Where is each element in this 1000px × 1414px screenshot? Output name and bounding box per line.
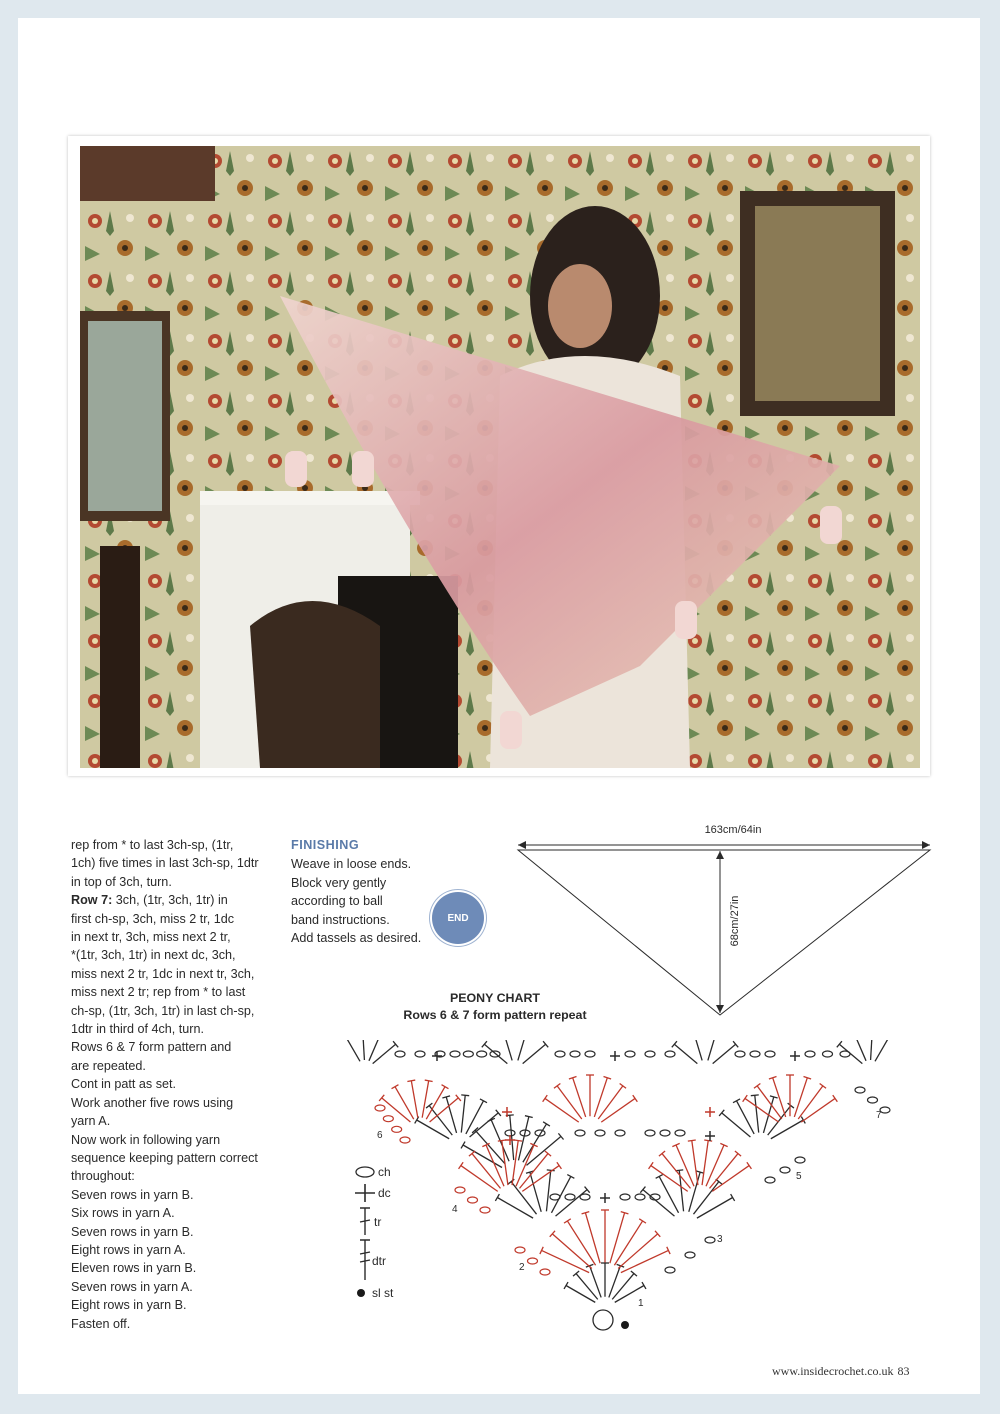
- chain-stitch: [765, 1051, 775, 1057]
- stitch-mark: [486, 1145, 504, 1186]
- chain-stitch: [595, 1130, 605, 1136]
- dc-stitch: [505, 1135, 515, 1145]
- chart-stitches: [342, 1040, 894, 1302]
- stitch-mark: [706, 1145, 724, 1186]
- stitch-top: [426, 1103, 432, 1108]
- stitch-mark: [518, 1040, 527, 1060]
- finishing-line: according to ball: [291, 894, 383, 909]
- pattern-line: Seven rows in yarn B.: [71, 1187, 194, 1202]
- stitch-mark: [542, 1250, 590, 1272]
- stitch-mark: [768, 1106, 791, 1136]
- pattern-line: first ch-sp, 3ch, miss 2 tr, 1dc: [71, 911, 235, 926]
- stitch-top: [788, 1103, 794, 1108]
- stitch-mark: [430, 1098, 459, 1122]
- peony-chart: [330, 1040, 910, 1340]
- stitch-top: [461, 1095, 469, 1096]
- stitch-top: [525, 1116, 533, 1118]
- chain-stitch: [765, 1177, 775, 1183]
- chain-stitch: [528, 1258, 538, 1264]
- stitch-top: [564, 1282, 568, 1289]
- stitch-mark: [504, 1040, 513, 1060]
- page-number: 83: [897, 1364, 910, 1378]
- stitch-top: [557, 1162, 562, 1169]
- chart-base: [593, 1310, 629, 1330]
- chain-stitch: [665, 1051, 675, 1057]
- chain-stitch: [515, 1247, 525, 1253]
- dc-stitch: [600, 1193, 610, 1203]
- chain-stitch: [615, 1130, 625, 1136]
- chain-stitch: [685, 1252, 695, 1258]
- stitch-mark: [755, 1095, 759, 1132]
- row7-label: Row 7:: [71, 893, 113, 908]
- pattern-line: 1dtr in third of 4ch, turn.: [71, 1022, 205, 1037]
- row-number-3: 3: [717, 1234, 723, 1245]
- chain-stitch: [395, 1051, 405, 1057]
- chain-stitch: [400, 1137, 410, 1143]
- stitch-mark: [373, 1044, 396, 1063]
- finishing-heading: FINISHING: [291, 838, 360, 852]
- dc-stitch: [790, 1051, 800, 1061]
- stitch-mark: [466, 1101, 484, 1134]
- chart-title: PEONY CHART: [450, 991, 540, 1005]
- stitch-mark: [610, 1213, 625, 1263]
- stitch-mark: [530, 1172, 541, 1212]
- stitch-mark: [601, 1098, 635, 1122]
- pattern-line: Eleven rows in yarn B.: [71, 1261, 197, 1276]
- dc-stitch: [705, 1107, 715, 1117]
- stitch-top: [704, 1140, 712, 1141]
- finishing-line: Add tassels as desired.: [291, 931, 422, 946]
- chain-stitch: [780, 1167, 790, 1173]
- pattern-line: 1ch) five times in last 3ch-sp, 1dtr: [71, 856, 259, 871]
- stitch-top: [425, 1080, 433, 1081]
- stitch-top: [554, 1083, 560, 1088]
- shawl-photo: [80, 146, 920, 768]
- stitch-mark: [566, 1286, 595, 1303]
- chain-stitch: [868, 1097, 878, 1103]
- stitch-mark: [497, 1198, 533, 1219]
- stitch-top: [833, 1095, 838, 1102]
- stitch-mark: [801, 1098, 835, 1122]
- stitch-mark: [557, 1086, 582, 1119]
- stitch-mark: [693, 1182, 718, 1215]
- chain-stitch: [463, 1051, 473, 1057]
- pattern-line: miss next 2 tr, 1dc in next tr, 3ch,: [71, 966, 255, 981]
- legend-dc: dc: [378, 1186, 391, 1200]
- ch-symbol: [356, 1167, 374, 1177]
- stitch-top: [743, 1095, 748, 1102]
- stitch-mark: [745, 1098, 779, 1122]
- stitch-mark: [585, 1213, 600, 1263]
- stitch-top: [407, 1080, 415, 1081]
- chain-stitch: [477, 1051, 487, 1057]
- chain-stitch: [805, 1051, 815, 1057]
- stitch-mark: [573, 1078, 586, 1117]
- stitch-mark: [594, 1078, 607, 1117]
- pattern-line: in next tr, 3ch, miss next 2 tr,: [71, 930, 231, 945]
- pattern-line: ch-sp, (1tr, 3ch, 1tr) in last ch-sp,: [71, 1003, 255, 1018]
- dc-stitch: [432, 1051, 442, 1061]
- stitch-mark: [794, 1078, 807, 1117]
- stitch-top: [642, 1282, 646, 1289]
- pattern-line: Cont in patt as set.: [71, 1077, 177, 1092]
- stitch-mark: [422, 1081, 429, 1118]
- stitch-mark: [345, 1040, 360, 1061]
- pattern-line: Eight rows in yarn B.: [71, 1298, 187, 1313]
- row7-text: 3ch, (1tr, 3ch, 1tr) in: [112, 893, 228, 908]
- pattern-column: [71, 836, 276, 1333]
- stitch-mark: [598, 1086, 623, 1119]
- chart-legend: [355, 1165, 394, 1300]
- chain-stitch: [565, 1194, 575, 1200]
- peony-chart-svg: [330, 1040, 910, 1340]
- chain-stitch: [750, 1051, 760, 1057]
- stitch-mark: [771, 1120, 803, 1139]
- stitch-mark: [395, 1087, 414, 1119]
- stitch-top: [514, 1140, 522, 1141]
- stitch-top: [751, 1095, 759, 1096]
- stitch-mark: [674, 1044, 697, 1063]
- stitch-top: [639, 1219, 646, 1223]
- chain-stitch: [480, 1207, 490, 1213]
- stitch-mark: [702, 1141, 708, 1186]
- stitch-mark: [708, 1040, 717, 1060]
- stitch-mark: [659, 1176, 678, 1212]
- chain-stitch: [735, 1051, 745, 1057]
- stitch-mark: [692, 1141, 698, 1186]
- pattern-line: throughout:: [71, 1169, 135, 1184]
- stitch-mark: [545, 1098, 579, 1122]
- sl-st-symbol: [357, 1289, 365, 1297]
- stitch-mark: [694, 1040, 703, 1060]
- pattern-line: rep from * to last 3ch-sp, (1tr,: [71, 838, 234, 852]
- stitch-top: [392, 1085, 399, 1089]
- pattern-line: Now work in following yarn: [71, 1132, 221, 1147]
- chain-stitch: [675, 1130, 685, 1136]
- slip-stitch-dot: [621, 1321, 629, 1329]
- row-number-7: 7: [876, 1110, 882, 1121]
- dc-stitch: [610, 1051, 620, 1061]
- stitch-mark: [417, 1120, 449, 1139]
- chain-stitch: [645, 1130, 655, 1136]
- chain-stitch: [823, 1051, 833, 1057]
- stitch-top: [543, 1095, 548, 1102]
- stitch-mark: [518, 1117, 528, 1161]
- chain-stitch: [450, 1051, 460, 1057]
- stitch-mark: [722, 1113, 751, 1137]
- stitch-mark: [363, 1040, 365, 1060]
- chain-stitch: [580, 1194, 590, 1200]
- stitch-mark: [546, 1170, 550, 1211]
- stitch-mark: [475, 1130, 505, 1164]
- stitch-mark: [643, 1190, 675, 1217]
- pattern-line: miss next 2 tr; rep from * to last: [71, 985, 246, 1000]
- stitch-mark: [798, 1086, 823, 1119]
- dc-symbol: [355, 1184, 375, 1202]
- chain-stitch: [375, 1105, 385, 1111]
- stitch-top: [649, 1162, 654, 1169]
- stitch-mark: [461, 1095, 465, 1132]
- chain-stitch: [555, 1051, 565, 1057]
- chain-stitch: [665, 1267, 675, 1273]
- site-url: www.insidecrochet.co.uk: [772, 1364, 894, 1378]
- pattern-line: sequence keeping pattern correct: [71, 1150, 258, 1165]
- stitch-mark: [697, 1198, 733, 1219]
- stitch-top: [747, 1162, 752, 1169]
- row-number-2: 2: [519, 1262, 525, 1273]
- stitch-top: [543, 1122, 550, 1126]
- pattern-line: Work another five rows using: [71, 1095, 234, 1110]
- stitch-mark: [511, 1182, 536, 1215]
- stitch-top: [442, 1085, 449, 1089]
- pattern-line: are repeated.: [71, 1058, 146, 1073]
- stitch-mark: [871, 1040, 873, 1060]
- row-number-1: 1: [638, 1298, 644, 1309]
- stitch-top: [498, 1140, 506, 1141]
- tr-symbol: [360, 1208, 370, 1235]
- row-number-4: 4: [452, 1204, 458, 1215]
- stitch-mark: [516, 1145, 534, 1186]
- stitch-top: [564, 1219, 571, 1223]
- chain-stitch: [540, 1269, 550, 1275]
- stitch-top: [820, 1083, 826, 1088]
- chart-title-block: [390, 990, 600, 1024]
- chain-stitch: [392, 1126, 402, 1132]
- chain-stitch: [855, 1087, 865, 1093]
- dtr-symbol: [360, 1240, 370, 1280]
- chain-stitch: [625, 1051, 635, 1057]
- legend-ch: ch: [378, 1165, 391, 1179]
- chart-subtitle: Rows 6 & 7 form pattern repeat: [403, 1008, 587, 1022]
- chain-stitch: [575, 1130, 585, 1136]
- stitch-mark: [621, 1250, 669, 1272]
- legend-dtr: dtr: [372, 1254, 387, 1268]
- magic-ring: [593, 1310, 613, 1330]
- legend-sl-st: sl st: [372, 1286, 394, 1300]
- stitch-top: [688, 1140, 696, 1141]
- pattern-line: in top of 3ch, turn.: [71, 874, 172, 889]
- pattern-line: yarn A.: [71, 1114, 111, 1129]
- height-label: 68cm/27in: [729, 895, 741, 947]
- chain-stitch: [455, 1187, 465, 1193]
- stitch-top: [461, 1142, 465, 1149]
- chain-stitch: [468, 1197, 478, 1203]
- stitch-mark: [737, 1101, 755, 1134]
- chain-stitch: [795, 1157, 805, 1163]
- stitch-mark: [463, 1145, 502, 1168]
- finishing-section: [291, 836, 441, 947]
- pattern-line: *(1tr, 3ch, 1tr) in next dc, 3ch,: [71, 948, 236, 963]
- pattern-line: Six rows in yarn A.: [71, 1206, 175, 1221]
- stitch-mark: [411, 1081, 418, 1118]
- pattern-line: Fasten off.: [71, 1316, 131, 1331]
- stitch-top: [495, 1194, 499, 1201]
- stitch-mark: [713, 1044, 736, 1063]
- chain-stitch: [415, 1051, 425, 1057]
- finishing-line: band instructions.: [291, 912, 390, 927]
- stitch-mark: [523, 1044, 546, 1063]
- stitch-mark: [875, 1040, 890, 1061]
- stitch-top: [459, 1162, 464, 1169]
- legend-tr: tr: [374, 1215, 382, 1229]
- pattern-line: Eight rows in yarn A.: [71, 1242, 186, 1257]
- chain-stitch: [645, 1051, 655, 1057]
- row-number-5: 5: [796, 1171, 802, 1182]
- end-badge: END: [432, 892, 484, 944]
- chain-stitch: [635, 1194, 645, 1200]
- stitch-mark: [382, 1098, 411, 1122]
- stitch-mark: [484, 1044, 507, 1063]
- chain-stitch: [620, 1194, 630, 1200]
- stitch-top: [731, 1194, 735, 1201]
- footer: [768, 1364, 910, 1379]
- stitch-mark: [839, 1044, 862, 1063]
- stitch-mark: [676, 1145, 694, 1186]
- row7-first-line: [71, 891, 276, 909]
- photo-illustration: [80, 146, 920, 768]
- stitch-mark: [502, 1141, 508, 1186]
- finishing-line: Block very gently: [291, 875, 387, 890]
- pattern-line: Seven rows in yarn B.: [71, 1224, 194, 1239]
- chain-stitch: [705, 1237, 715, 1243]
- stitch-mark: [446, 1097, 456, 1133]
- chain-stitch: [570, 1051, 580, 1057]
- pattern-line: Seven rows in yarn A.: [71, 1279, 193, 1294]
- stitch-top: [754, 1083, 760, 1088]
- chain-stitch: [585, 1051, 595, 1057]
- row-number-6: 6: [377, 1130, 383, 1141]
- finishing-line: Weave in loose ends.: [291, 857, 412, 872]
- stitch-top: [633, 1095, 638, 1102]
- chain-stitch: [550, 1194, 560, 1200]
- chain-stitch: [660, 1130, 670, 1136]
- dc-stitch: [705, 1131, 715, 1141]
- stitch-mark: [429, 1106, 452, 1136]
- chain-stitch: [383, 1116, 393, 1122]
- pattern-line: Rows 6 & 7 form pattern and: [71, 1040, 232, 1055]
- stitch-top: [620, 1083, 626, 1088]
- width-label: 163cm/64in: [704, 824, 762, 836]
